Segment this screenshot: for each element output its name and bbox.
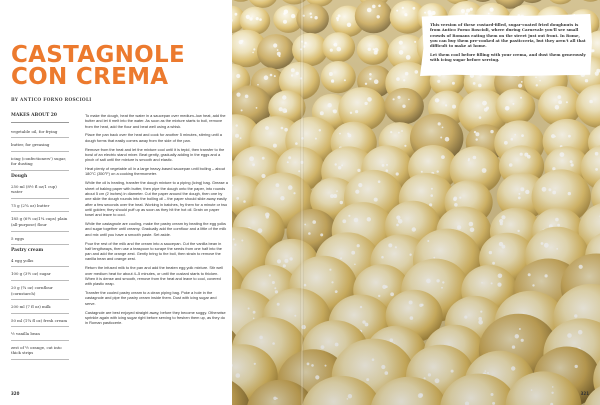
ingredient-item: butter, for greasing xyxy=(11,141,69,152)
method-step: Place the pan back over the heat and cook for another 5 minutes, stirring until a dough forms that easily comes away from the side of the pan. xyxy=(85,132,222,143)
page-number-left: 320 xyxy=(11,391,20,396)
ingredient-item: 185 g (6½ oz/1¼ cups) plain (all-purpose) flour xyxy=(11,215,69,231)
ingredient-item: 20 g (¾ oz) cornflour (cornstarch) xyxy=(11,284,69,300)
pastry-cream-heading: Pastry cream xyxy=(11,248,44,254)
method-step: While the oil is heating, transfer the dough mixture to a piping (icing) bag. Grease a sheet of baking paper with butter, then pipe the dough onto the paper, into rounds about 5 cm (2 inches) in diameter. Cut the paper around the dough, then one by one slide the dough rounds into the boiling oil – the paper should slide away easily after a few seconds over the heat. Working in batches, fry them for a minute or two until golden; they should puff up as soon as they hit the hot oil. Drain on paper towel and leave to cool. xyxy=(85,180,228,218)
recipe-title: CASTAGNOLE CON CREMA xyxy=(11,42,185,90)
book-spine xyxy=(300,0,304,405)
method-step: To make the dough, heat the water in a saucepan over medium–low heat, add the butter and let it melt into the water. As soon as the mixture starts to boil, remove from the heat, add the flour and beat well using a whisk. xyxy=(85,113,226,129)
method-step: Pour the rest of the milk and the cream into a saucepan. Cut the vanilla bean in half lengthways, then use a teaspoon to scrape the seeds from one half into the pan and add the orange zest. Gently bring to the boil, then strain to remove the vanilla bean and orange zest. xyxy=(85,240,222,262)
ingredient-item: 250 ml (8½ fl oz/1 cup) water xyxy=(11,183,69,199)
method-step: Transfer the cooled pastry cream to a clean piping bag. Poke a hole in the castagnole and pipe the pastry cream inside them. Dust with icing sugar and serve. xyxy=(85,290,217,306)
ingredient-item: vegetable oil, for frying xyxy=(11,128,69,139)
ingredient-item: 4 egg yolks xyxy=(11,257,69,268)
ingredient-item: 200 ml (7 fl oz) milk xyxy=(11,303,69,314)
method-step: Castagnole are best enjoyed straight away, before they become soggy. Otherwise sprinkle again with icing sugar right before serving to freshen them up, as they do in Roman pasticcerie. xyxy=(85,309,226,326)
recipe-page xyxy=(0,0,232,405)
ingredient-item: ½ vanilla bean xyxy=(11,330,69,341)
method-step: Heat plenty of vegetable oil in a large heavy-based saucepan until boiling – about 180°C (350°F) on a cooking thermometer. xyxy=(85,166,225,177)
ingredient-item: icing (confectioners') sugar, for dusting xyxy=(11,155,69,171)
intro-paragraph: This version of these custard-filled, sugar-coated fried doughnuts is from Antico Forno Roscioli, where during Carnevale you'll see small crowds of Romans eating them on the street just out front. In Rome, you can buy them pre-cooked at the pasticceria, but they aren't all that difficult to make at home. xyxy=(430,22,586,49)
ingredient-item: zest of ½ orange, cut into thick strips xyxy=(11,344,69,360)
intro-paragraph: Let them cool before filling with your crema, and dust them generously with icing sugar before serving. xyxy=(430,52,586,63)
method-step: Remove from the heat and let the mixture cool until it is tepid, then transfer to the bowl of an electric stand mixer. Beat gently, gradually adding in the eggs and a pinch of salt until the mixture is smooth and elastic. xyxy=(85,146,225,163)
yield-label: MAKES ABOUT 20 xyxy=(11,113,69,123)
method-step: Return the infused milk to the pan and add the beaten egg yolk mixture. Stir well over medium heat for about 4–5 minutes, or until the custard starts to thicken. When it is dense and smooth, remove from the heat and leave to cool, covered with plastic wrap. xyxy=(85,265,223,287)
ingredient-item: 100 g (3½ oz) sugar xyxy=(11,270,69,281)
ingredients-column xyxy=(11,113,69,363)
ingredient-item: 50 ml (1¾ fl oz) fresh cream xyxy=(11,317,69,328)
intro-text xyxy=(430,22,586,66)
page-number-right: 321 xyxy=(580,391,589,396)
method-step: While the castagnole are cooling, make the pastry cream by beating the egg yolks and sugar together until creamy. Gradually add the cornflour and a little of the milk and mix until you have a smooth paste. Set aside. xyxy=(85,221,227,237)
ingredient-item: 5 eggs xyxy=(11,235,69,246)
recipe-byline: BY ANTICO FORNO ROSCIOLI xyxy=(11,98,92,103)
dough-heading: Dough xyxy=(11,173,28,179)
method-column xyxy=(85,113,228,329)
ingredient-item: 75 g (2¾ oz) butter xyxy=(11,202,69,213)
